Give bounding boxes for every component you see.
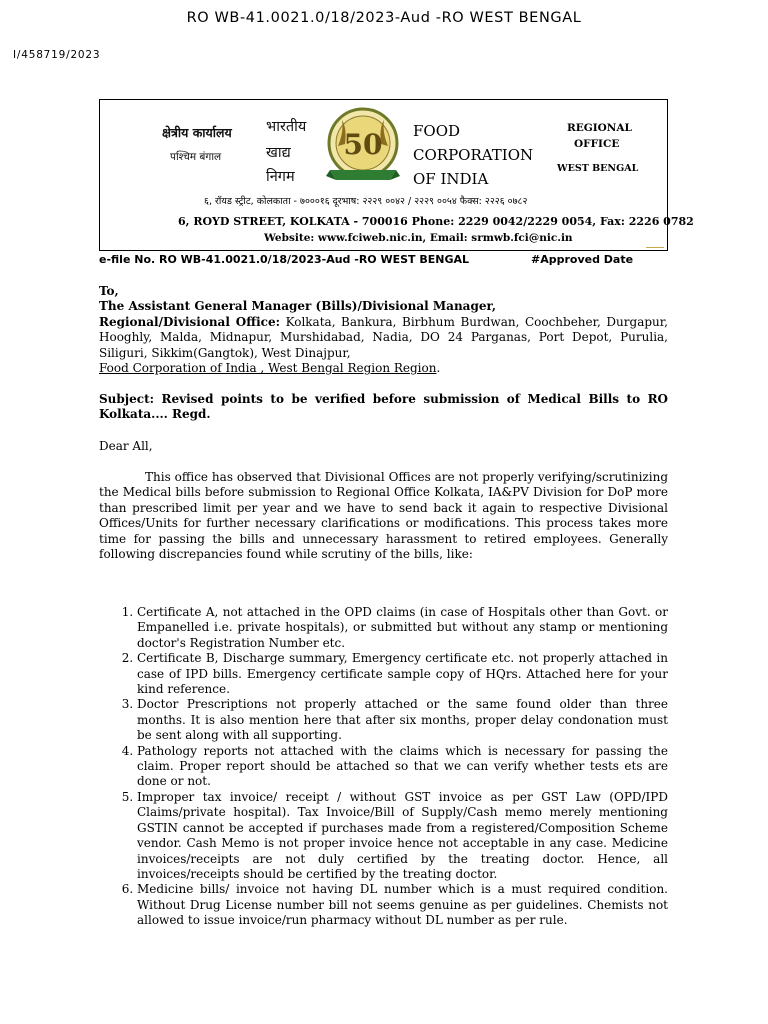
- regional-label: REGIONAL: [567, 122, 632, 134]
- list-item: 3. Doctor Prescriptions not properly attached or the same found older than three months. It is also mention here that after six months, proper delay condonation must be sent along with all supporting.: [137, 697, 668, 743]
- west-bengal-label: WEST BENGAL: [557, 163, 639, 174]
- hindi-name-1: भारतीय: [266, 119, 307, 135]
- salutation: Dear All,: [99, 439, 153, 453]
- website-email: Website: www.fciweb.nic.in, Email: srmwb.fci@nic.in: [264, 232, 573, 244]
- discrepancy-list: [99, 605, 668, 929]
- hindi-region: पश्चिम बंगाल: [170, 151, 222, 163]
- org-name-3: OF INDIA: [413, 170, 489, 188]
- reference-number: I/458719/2023: [13, 49, 101, 61]
- recipient-offices: [99, 315, 668, 377]
- office-list: Kolkata, Bankura, Birbhum Burdwan, Coochbeher, Durgapur, Hooghly, Malda, Midnapur, Murshidabad, Nadia, DO 24 Parganas, Port Depot, Purulia, Siliguri, Sikkim(Gangtok), West Dinajpur,: [99, 315, 668, 360]
- letterhead: [99, 99, 694, 251]
- file-number-header: RO WB-41.0021.0/18/2023-Aud -RO WEST BENGAL: [186, 10, 582, 26]
- address-english: 6, ROYD STREET, KOLKATA - 700016 Phone: 2229 0042/2229 0054, Fax: 2226 0782: [178, 215, 694, 228]
- list-item: 1. Certificate A, not attached in the OPD claims (in case of Hospitals other than Govt. or Empanelled i.e. private hospitals), or submitted but without any stamp or mentioning doctor's Registration Number etc.: [137, 605, 668, 651]
- hindi-name-2: खाद्य: [266, 145, 291, 161]
- office-label: OFFICE: [574, 138, 620, 150]
- fci-logo-icon: [326, 106, 400, 190]
- org-line: Food Corporation of India , West Bengal Region Region: [99, 361, 437, 376]
- logo-number: 50: [343, 128, 383, 161]
- efile-number: e-file No. RO WB-41.0021.0/18/2023-Aud -RO WEST BENGAL: [99, 253, 470, 266]
- to-label: To,: [99, 284, 119, 298]
- office-label: Regional/Divisional Office:: [99, 315, 281, 329]
- list-item: 5. Improper tax invoice/ receipt / without GST invoice as per GST Law (OPD/IPD Claims/private hospital). Tax Invoice/Bill of Supply/Cash memo merely mentioning GSTIN cannot be accepted if purchases made from a registered/Composition Scheme vendor. Cash Memo is not proper invoice hence not acceptable in any case. Medicine invoices/receipts are not duly certified by the treating doctor. Hence, all invoices/receipts should be certified by the treating doctor.: [137, 790, 668, 882]
- body-paragraph: This office has observed that Divisional Offices are not properly verifying/scrutinizing the Medical bills before submission to Regional Office Kolkata, IA&PV Division for DoP more than prescribed limit per year and we have to send back it again to respective Divisional Offices/Units for further necessary clarifications or modifications. This process takes more time for passing the bills and unnecessary harassment to retired employees. Generally following discrepancies found while scrutiny of the bills, like:: [99, 470, 668, 562]
- org-name-2: CORPORATION: [413, 146, 534, 164]
- address-hindi: ६, रॉयड स्ट्रीट, कोलकाता - ७०००१६ दूरभाष: २२२९ ००४२ / २२२९ ००५४ फैक्स: २२२६ ०७८२: [204, 196, 528, 207]
- decorative-dash: [646, 247, 664, 248]
- hindi-office-title: क्षेत्रीय कार्यालय: [162, 125, 232, 140]
- list-item: 6. Medicine bills/ invoice not having DL number which is a must required condition. Without Drug License number bill not seems genuine as per guidelines. Chemists not allowed to issue invoice/run pharmacy without DL number as per rule.: [137, 882, 668, 928]
- list-item: 2. Certificate B, Discharge summary, Emergency certificate etc. not properly attached in case of IPD bills. Emergency certificate sample copy of HQrs. Attached here for your kind reference.: [137, 651, 668, 697]
- org-name-1: FOOD: [413, 122, 461, 140]
- hindi-name-3: निगम: [266, 169, 295, 185]
- approved-date: #Approved Date: [531, 253, 634, 266]
- org-line-end: .: [436, 361, 441, 376]
- subject: Subject: Revised points to be verified before submission of Medical Bills to RO Kolkata.... Regd.: [99, 392, 668, 422]
- efile-line: [99, 252, 668, 267]
- list-item: 4. Pathology reports not attached with the claims which is necessary for passing the claim. Proper report should be attached so that we can verify whether tests ets are done or not.: [137, 744, 668, 790]
- addressee: The Assistant General Manager (Bills)/Divisional Manager,: [99, 299, 497, 313]
